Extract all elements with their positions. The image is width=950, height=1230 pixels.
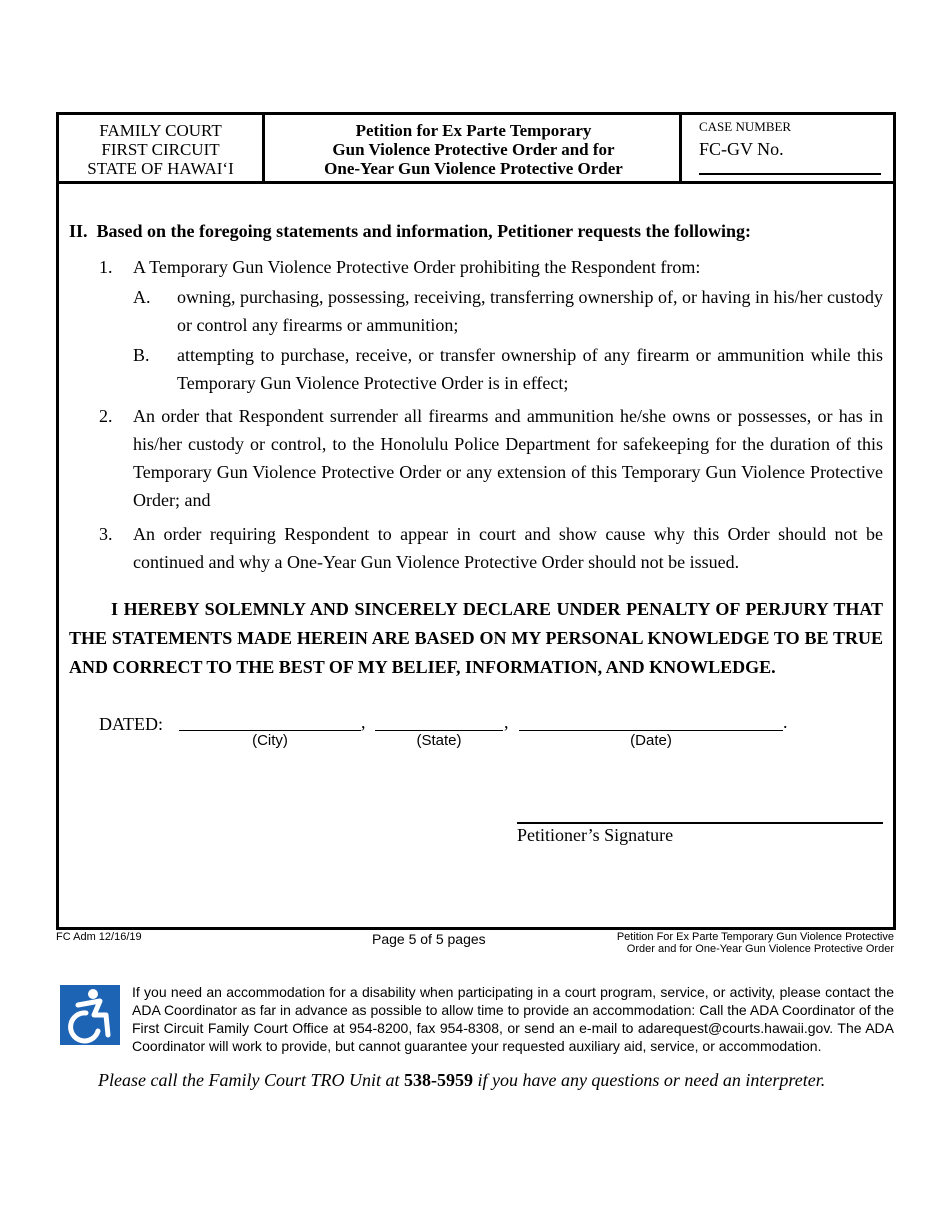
court-name-block (59, 115, 265, 181)
court-line: FAMILY COURT (99, 121, 222, 140)
call-text-before: Please call the Family Court TRO Unit at (98, 1070, 404, 1090)
court-line: STATE OF HAWAIʻI (87, 159, 234, 178)
item-number: 1. (99, 257, 113, 277)
perjury-declaration: I HEREBY SOLEMNLY AND SINCERELY DECLARE UNDER PENALTY OF PERJURY THAT THE STATEMENTS MADE HEREIN ARE BASED ON MY PERSONAL KNOWLEDGE TO BE TRUE AND CORRECT TO THE BEST OF MY BELIEF, INFORMATION, AND KNOWLEDGE. (69, 599, 883, 677)
form-title-line: Gun Violence Protective Order and for (332, 140, 615, 159)
form-title-line: One-Year Gun Violence Protective Order (324, 159, 623, 178)
dated-label: DATED: (99, 714, 163, 734)
request-item-1: A Temporary Gun Violence Protective Order prohibiting the Respondent from: (133, 257, 701, 277)
period: . (783, 712, 788, 732)
date-field[interactable] (519, 730, 783, 731)
request-item-2: An order that Respondent surrender all firearms and ammunition he/she owns or possesses, or has in his/her custody or control, to the Honolulu Police Department for safekeeping for the duration of this Temporary Gun Violence Protective Order or any extension of this Temporary Gun Violence Protective Order; and (133, 406, 883, 510)
date-label: (Date) (630, 732, 672, 749)
request-item-3: An order requiring Respondent to appear in court and show cause why this Order should not be continued and why a One-Year Gun Violence Protective Order should not be issued. (133, 524, 883, 572)
request-subitem-a: owning, purchasing, possessing, receiving, transferring ownership of, or having in his/her custody or control any firearms or ammunition; (177, 287, 883, 335)
form-frame (56, 112, 896, 930)
case-number-field[interactable] (699, 173, 881, 175)
accessibility-icon (60, 985, 120, 1045)
tro-phone-number: 538-5959 (403, 1070, 473, 1090)
page-number: Page 5 of 5 pages (372, 931, 486, 947)
request-subitem-b: attempting to purchase, receive, or transfer ownership of any firearm or ammunition while this Temporary Gun Violence Protective Order is in effect; (177, 345, 883, 393)
ada-notice: If you need an accommodation for a disability when participating in a court program, service, or activity, please contact the ADA Coordinator as far in advance as possible to allow time to provide an accommodation: Call the ADA Coordinator of the First Circuit Family Court Office at 954-8200, fax 954-8308, or send an e-mail to adarequest@courts.hawaii.gov. The ADA Coordinator will work to provide, but cannot guarantee your requested auxiliary aid, service, or accommodation. (132, 984, 894, 1054)
form-header (59, 115, 893, 184)
state-label: (State) (416, 732, 462, 749)
signature-label: Petitioner’s Signature (517, 825, 674, 845)
case-number-prefix: FC-GV No. (699, 139, 784, 159)
call-text-after: if you have any questions or need an interpreter. (472, 1070, 826, 1090)
subitem-letter: B. (133, 345, 150, 365)
signature-field[interactable] (517, 822, 883, 824)
subitem-letter: A. (133, 287, 151, 307)
city-label: (City) (252, 732, 288, 749)
comma: , (504, 712, 509, 732)
footer-title-line: Order and for One-Year Gun Violence Protective Order (626, 943, 894, 955)
state-field[interactable] (375, 730, 503, 731)
case-number-block (699, 115, 889, 181)
form-title-block (268, 115, 682, 181)
city-field[interactable] (179, 730, 361, 731)
footer-form-title (617, 931, 894, 955)
tro-unit-notice (98, 1070, 825, 1091)
footer-title-line: Petition For Ex Parte Temporary Gun Violence Protective (616, 931, 894, 943)
form-id: FC Adm 12/16/19 (56, 931, 142, 943)
item-number: 2. (99, 406, 113, 426)
item-number: 3. (99, 524, 113, 544)
form-title-line: Petition for Ex Parte Temporary (355, 121, 592, 140)
comma: , (361, 712, 366, 732)
court-line: FIRST CIRCUIT (101, 140, 220, 159)
case-number-label: CASE NUMBER (699, 119, 792, 134)
section-heading: II. Based on the foregoing statements and information, Petitioner requests the following: (69, 221, 751, 241)
